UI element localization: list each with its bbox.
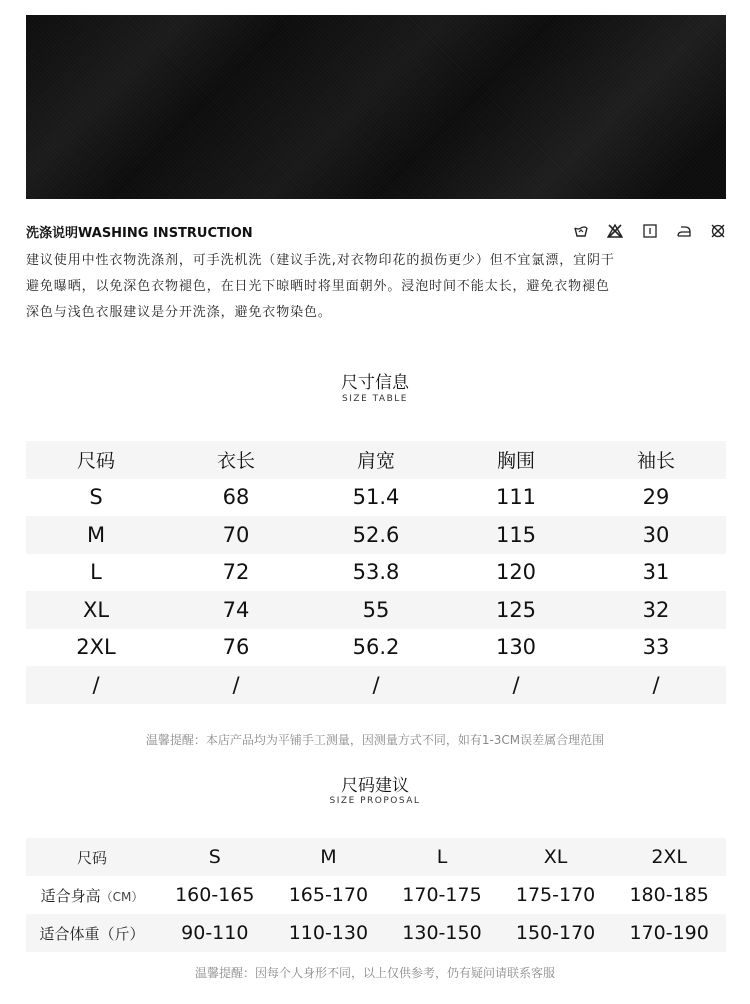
tumble-dry-icon bbox=[642, 223, 660, 239]
table-cell: 130 bbox=[495, 635, 537, 660]
height-cell: 175-170 bbox=[515, 884, 596, 906]
fabric-detail-photo bbox=[26, 15, 726, 199]
table-cell: 72 bbox=[222, 560, 250, 585]
table-row bbox=[26, 666, 726, 704]
height-cell: 180-185 bbox=[629, 884, 709, 906]
height-cell: 165-170 bbox=[288, 884, 369, 906]
header-cell: 胸围 bbox=[496, 450, 535, 473]
proposal-header-row bbox=[26, 838, 726, 876]
table-cell: / bbox=[512, 672, 520, 697]
proposal-header-label: 尺码 bbox=[76, 848, 107, 867]
size-table bbox=[26, 441, 726, 704]
table-cell: M bbox=[86, 522, 106, 547]
proposal-height-row bbox=[26, 876, 726, 914]
table-cell: 120 bbox=[495, 560, 537, 585]
weight-cell: 170-190 bbox=[629, 922, 709, 944]
size-table-note: 温馨提醒：本店产品均为平铺手工测量，因测量方式不同，如有1-3CM误差属合理范围 bbox=[145, 733, 605, 747]
washing-line: 深色与浅色衣服建议是分开洗涤，避免衣物染色。 bbox=[26, 305, 332, 320]
table-cell: 53.8 bbox=[352, 560, 400, 585]
table-cell: 111 bbox=[495, 485, 537, 510]
proposal-size: L bbox=[436, 846, 448, 868]
table-cell: 74 bbox=[222, 597, 250, 622]
size-proposal-title: 尺码建议 bbox=[341, 776, 409, 796]
table-cell: 125 bbox=[495, 597, 537, 622]
height-cell: 170-175 bbox=[402, 884, 482, 906]
proposal-size: M bbox=[320, 846, 337, 868]
washing-instruction-title: 洗涤说明WASHING INSTRUCTION bbox=[26, 226, 253, 241]
height-label-text: 适合身高 bbox=[40, 886, 101, 905]
table-cell: XL bbox=[82, 597, 110, 622]
size-proposal-table bbox=[26, 838, 726, 952]
weight-label: 适合体重（斤） bbox=[39, 924, 145, 943]
table-cell: 56.2 bbox=[352, 635, 400, 660]
table-cell: / bbox=[652, 672, 660, 697]
table-cell: 55 bbox=[362, 597, 390, 622]
weight-cell: 90-110 bbox=[181, 922, 249, 944]
washing-line: 避免曝晒，以免深色衣物褪色，在日光下晾晒时将里面朝外。浸泡时间不能太长，避免衣物褪色 bbox=[26, 279, 610, 294]
table-cell: 76 bbox=[222, 635, 250, 660]
table-row bbox=[26, 479, 726, 517]
washing-line: 建议使用中性衣物洗涤剂，可手洗机洗（建议手洗,对衣物印花的损伤更少）但不宜氯漂，宜阴干 bbox=[26, 253, 615, 268]
table-cell: L bbox=[90, 560, 102, 585]
table-row bbox=[26, 554, 726, 592]
table-cell: 51.4 bbox=[352, 485, 400, 510]
table-row bbox=[26, 629, 726, 667]
height-unit: （CM） bbox=[100, 889, 144, 904]
size-proposal-note: 温馨提醒：因每个人身形不同，以上仅供参考，仍有疑问请联系客服 bbox=[194, 966, 555, 980]
table-cell: 30 bbox=[642, 522, 670, 547]
proposal-size: S bbox=[208, 846, 221, 868]
table-cell: / bbox=[232, 672, 240, 697]
table-row bbox=[26, 591, 726, 629]
no-bleach-icon bbox=[607, 223, 625, 239]
table-cell: 32 bbox=[642, 597, 670, 622]
header-cell: 袖长 bbox=[636, 450, 675, 473]
table-cell: 29 bbox=[642, 485, 670, 510]
weight-cell: 110-130 bbox=[288, 922, 369, 944]
table-cell: 68 bbox=[222, 485, 250, 510]
care-icons bbox=[573, 222, 728, 240]
washing-instruction-text bbox=[26, 248, 728, 326]
proposal-weight-row bbox=[26, 914, 726, 952]
table-cell: 2XL bbox=[76, 635, 116, 660]
size-table-subtitle: SIZE TABLE bbox=[342, 394, 408, 404]
hand-wash-icon bbox=[573, 223, 591, 239]
table-cell: 31 bbox=[642, 560, 670, 585]
table-cell: 115 bbox=[495, 522, 537, 547]
proposal-size: 2XL bbox=[651, 846, 688, 868]
table-row bbox=[26, 516, 726, 554]
weight-cell: 130-150 bbox=[402, 922, 482, 944]
size-table-title: 尺寸信息 bbox=[341, 373, 409, 393]
height-cell: 160-165 bbox=[175, 884, 255, 906]
table-cell: 33 bbox=[642, 635, 670, 660]
weight-cell: 150-170 bbox=[515, 922, 596, 944]
table-cell: S bbox=[89, 485, 103, 510]
size-table-header bbox=[26, 441, 726, 479]
iron-icon bbox=[676, 223, 694, 239]
proposal-size: XL bbox=[543, 846, 568, 868]
table-cell: 52.6 bbox=[352, 522, 400, 547]
table-cell: 70 bbox=[222, 522, 250, 547]
header-cell: 尺码 bbox=[76, 450, 115, 473]
no-dry-clean-icon bbox=[710, 223, 728, 239]
header-cell: 衣长 bbox=[216, 450, 255, 473]
header-cell: 肩宽 bbox=[356, 450, 395, 473]
size-proposal-subtitle: SIZE PROPOSAL bbox=[329, 796, 421, 806]
table-cell: / bbox=[372, 672, 380, 697]
height-label bbox=[26, 885, 158, 906]
table-cell: / bbox=[92, 672, 100, 697]
